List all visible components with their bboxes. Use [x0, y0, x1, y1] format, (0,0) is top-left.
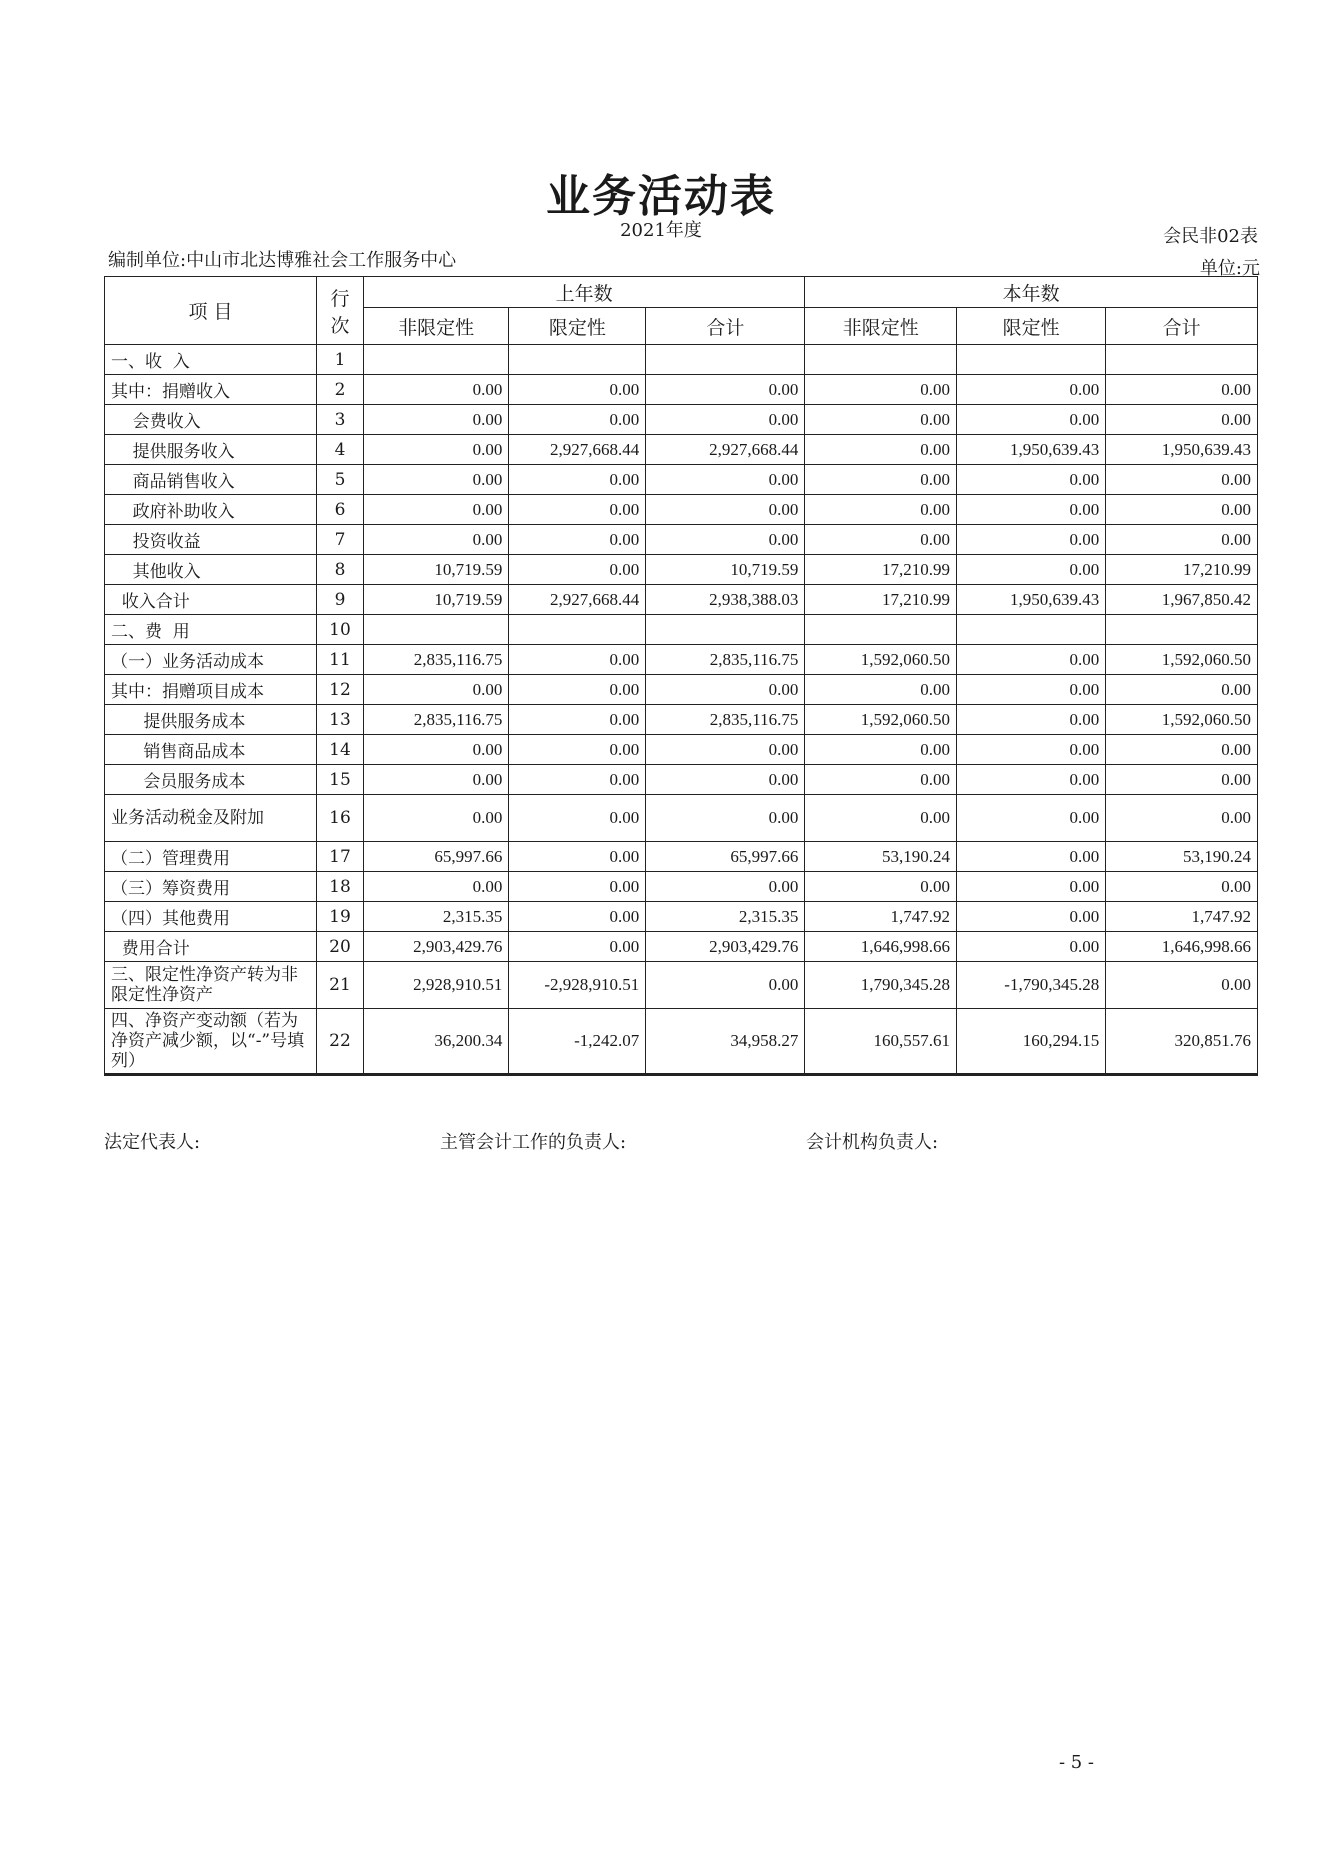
cell-prev-restricted: 0.00	[509, 705, 646, 735]
cell-curr-total: 53,190.24	[1106, 842, 1258, 872]
table-row	[105, 872, 1258, 902]
cell-prev-unrestricted: 0.00	[363, 872, 509, 902]
cell-prev-unrestricted: 2,315.35	[363, 902, 509, 932]
cell-prev-unrestricted: 10,719.59	[363, 585, 509, 615]
cell-curr-unrestricted	[805, 615, 957, 645]
cell-curr-total: 0.00	[1106, 795, 1258, 842]
cell-prev-unrestricted: 0.00	[363, 765, 509, 795]
cell-curr-restricted: 0.00	[957, 795, 1106, 842]
cell-prev-restricted: 0.00	[509, 842, 646, 872]
header-prev-restricted: 限定性	[509, 308, 646, 345]
cell-curr-total	[1106, 615, 1258, 645]
cell-curr-unrestricted: 17,210.99	[805, 555, 957, 585]
cell-curr-unrestricted: 0.00	[805, 465, 957, 495]
cell-prev-restricted: 0.00	[509, 495, 646, 525]
cell-curr-total: 0.00	[1106, 375, 1258, 405]
cell-prev-restricted: 0.00	[509, 555, 646, 585]
cell-prev-unrestricted: 10,719.59	[363, 555, 509, 585]
cell-curr-restricted: 0.00	[957, 765, 1106, 795]
cell-prev-unrestricted: 36,200.34	[363, 1009, 509, 1075]
table-row	[105, 1009, 1258, 1075]
row-item-label: 收入合计	[105, 585, 317, 615]
cell-curr-unrestricted: 0.00	[805, 735, 957, 765]
cell-prev-restricted: 2,927,668.44	[509, 435, 646, 465]
cell-prev-unrestricted	[363, 345, 509, 375]
table-row	[105, 932, 1258, 962]
cell-curr-unrestricted: 1,592,060.50	[805, 705, 957, 735]
table-row	[105, 405, 1258, 435]
cell-prev-total: 2,938,388.03	[646, 585, 805, 615]
cell-curr-total: 320,851.76	[1106, 1009, 1258, 1075]
table-row	[105, 345, 1258, 375]
cell-curr-total: 0.00	[1106, 465, 1258, 495]
cell-prev-total: 0.00	[646, 495, 805, 525]
row-item-label: （四）其他费用	[105, 902, 317, 932]
header-curr-restricted: 限定性	[957, 308, 1106, 345]
row-item-label: 其中：捐赠项目成本	[105, 675, 317, 705]
cell-prev-total: 2,835,116.75	[646, 705, 805, 735]
row-item-label: 一、收 入	[105, 345, 317, 375]
row-item-label: 商品销售收入	[105, 465, 317, 495]
cell-curr-unrestricted: 0.00	[805, 675, 957, 705]
cell-curr-total: 1,592,060.50	[1106, 645, 1258, 675]
cell-prev-unrestricted: 0.00	[363, 735, 509, 765]
table-row	[105, 842, 1258, 872]
cell-curr-total: 1,747.92	[1106, 902, 1258, 932]
report-period: 2021年度	[620, 220, 702, 241]
cell-prev-total: 10,719.59	[646, 555, 805, 585]
table-row	[105, 902, 1258, 932]
cell-curr-restricted	[957, 615, 1106, 645]
cell-prev-total: 2,315.35	[646, 902, 805, 932]
cell-prev-restricted: 0.00	[509, 872, 646, 902]
cell-prev-restricted: 0.00	[509, 405, 646, 435]
cell-prev-restricted: 2,927,668.44	[509, 585, 646, 615]
row-line-number: 21	[317, 962, 364, 1009]
cell-prev-unrestricted: 2,903,429.76	[363, 932, 509, 962]
row-item-label: 提供服务成本	[105, 705, 317, 735]
row-item-label: 会费收入	[105, 405, 317, 435]
cell-prev-total: 0.00	[646, 675, 805, 705]
cell-prev-unrestricted: 65,997.66	[363, 842, 509, 872]
table-row	[105, 615, 1258, 645]
cell-curr-unrestricted: 1,790,345.28	[805, 962, 957, 1009]
row-line-number: 12	[317, 675, 364, 705]
cell-curr-restricted: 0.00	[957, 405, 1106, 435]
cell-prev-total: 2,903,429.76	[646, 932, 805, 962]
row-line-number: 20	[317, 932, 364, 962]
cell-curr-unrestricted: 0.00	[805, 525, 957, 555]
cell-prev-restricted: 0.00	[509, 902, 646, 932]
row-item-label: 提供服务收入	[105, 435, 317, 465]
cell-curr-restricted: 1,950,639.43	[957, 585, 1106, 615]
row-line-number: 18	[317, 872, 364, 902]
row-line-number: 16	[317, 795, 364, 842]
cell-prev-restricted: 0.00	[509, 735, 646, 765]
row-line-number: 11	[317, 645, 364, 675]
cell-prev-restricted	[509, 615, 646, 645]
cell-curr-unrestricted: 1,592,060.50	[805, 645, 957, 675]
table-row	[105, 555, 1258, 585]
row-line-number: 5	[317, 465, 364, 495]
row-item-label: 销售商品成本	[105, 735, 317, 765]
table-row	[105, 525, 1258, 555]
reporting-organization: 编制单位:中山市北达博雅社会工作服务中心	[108, 250, 457, 271]
header-curr-year: 本年数	[805, 277, 1258, 308]
cell-curr-restricted: 0.00	[957, 705, 1106, 735]
activity-statement-table	[104, 276, 1258, 1076]
cell-curr-total: 1,967,850.42	[1106, 585, 1258, 615]
cell-curr-total: 0.00	[1106, 765, 1258, 795]
table-row	[105, 765, 1258, 795]
cell-prev-restricted	[509, 345, 646, 375]
cell-curr-restricted: 0.00	[957, 932, 1106, 962]
cell-curr-total: 0.00	[1106, 405, 1258, 435]
cell-prev-restricted: 0.00	[509, 675, 646, 705]
row-item-label: （二）管理费用	[105, 842, 317, 872]
document-title: 业务活动表	[546, 171, 776, 222]
row-line-number: 4	[317, 435, 364, 465]
cell-curr-unrestricted: 0.00	[805, 405, 957, 435]
cell-curr-restricted: 0.00	[957, 872, 1106, 902]
cell-prev-unrestricted: 0.00	[363, 795, 509, 842]
table-row	[105, 735, 1258, 765]
cell-curr-restricted	[957, 345, 1106, 375]
cell-prev-unrestricted	[363, 615, 509, 645]
cell-curr-restricted: 1,950,639.43	[957, 435, 1106, 465]
header-curr-total: 合计	[1106, 308, 1258, 345]
cell-curr-total: 17,210.99	[1106, 555, 1258, 585]
cell-prev-restricted: 0.00	[509, 375, 646, 405]
cell-curr-unrestricted: 0.00	[805, 872, 957, 902]
cell-curr-restricted: 0.00	[957, 645, 1106, 675]
table-row	[105, 962, 1258, 1009]
cell-prev-unrestricted: 0.00	[363, 405, 509, 435]
cell-curr-unrestricted	[805, 345, 957, 375]
cell-curr-restricted: 0.00	[957, 495, 1106, 525]
cell-prev-restricted: -2,928,910.51	[509, 962, 646, 1009]
cell-curr-unrestricted: 0.00	[805, 795, 957, 842]
cell-curr-restricted: 0.00	[957, 525, 1106, 555]
header-prev-total: 合计	[646, 308, 805, 345]
page-number: - 5 -	[1058, 1752, 1094, 1773]
cell-prev-total: 65,997.66	[646, 842, 805, 872]
row-line-number: 14	[317, 735, 364, 765]
cell-prev-unrestricted: 0.00	[363, 435, 509, 465]
row-line-number: 17	[317, 842, 364, 872]
cell-curr-unrestricted: 1,646,998.66	[805, 932, 957, 962]
cell-prev-total	[646, 615, 805, 645]
header-prev-unrestricted: 非限定性	[363, 308, 509, 345]
form-code: 会民非02表	[1163, 226, 1258, 247]
cell-prev-unrestricted: 0.00	[363, 675, 509, 705]
table-row	[105, 585, 1258, 615]
cell-prev-total: 0.00	[646, 405, 805, 435]
cell-curr-restricted: 0.00	[957, 465, 1106, 495]
table-row	[105, 705, 1258, 735]
cell-prev-restricted: 0.00	[509, 645, 646, 675]
cell-prev-unrestricted: 2,835,116.75	[363, 705, 509, 735]
cell-prev-total: 2,927,668.44	[646, 435, 805, 465]
cell-curr-unrestricted: 0.00	[805, 375, 957, 405]
row-item-label: （一）业务活动成本	[105, 645, 317, 675]
cell-curr-total: 1,592,060.50	[1106, 705, 1258, 735]
cell-prev-unrestricted: 2,928,910.51	[363, 962, 509, 1009]
header-line-no: 行次	[317, 277, 364, 345]
currency-unit: 单位:元	[1199, 258, 1260, 279]
cell-curr-unrestricted: 0.00	[805, 765, 957, 795]
cell-prev-total: 0.00	[646, 525, 805, 555]
row-item-label: 费用合计	[105, 932, 317, 962]
cell-curr-total: 1,950,639.43	[1106, 435, 1258, 465]
accounting-dept-head-signature: 会计机构负责人:	[806, 1132, 939, 1153]
cell-prev-unrestricted: 0.00	[363, 525, 509, 555]
cell-curr-total: 0.00	[1106, 495, 1258, 525]
cell-curr-unrestricted: 0.00	[805, 435, 957, 465]
cell-prev-unrestricted: 0.00	[363, 465, 509, 495]
cell-curr-total: 0.00	[1106, 525, 1258, 555]
cell-curr-total	[1106, 345, 1258, 375]
cell-curr-total: 0.00	[1106, 675, 1258, 705]
cell-prev-total: 0.00	[646, 795, 805, 842]
cell-prev-total: 34,958.27	[646, 1009, 805, 1075]
cell-curr-unrestricted: 53,190.24	[805, 842, 957, 872]
cell-curr-total: 0.00	[1106, 872, 1258, 902]
row-line-number: 6	[317, 495, 364, 525]
row-line-number: 9	[317, 585, 364, 615]
cell-curr-restricted: 0.00	[957, 902, 1106, 932]
row-line-number: 15	[317, 765, 364, 795]
row-line-number: 2	[317, 375, 364, 405]
cell-prev-unrestricted: 2,835,116.75	[363, 645, 509, 675]
cell-curr-total: 0.00	[1106, 735, 1258, 765]
cell-curr-unrestricted: 0.00	[805, 495, 957, 525]
legal-representative-signature: 法定代表人:	[104, 1132, 201, 1153]
cell-curr-total: 1,646,998.66	[1106, 932, 1258, 962]
row-item-label: 其他收入	[105, 555, 317, 585]
cell-curr-restricted: 0.00	[957, 675, 1106, 705]
row-item-label: 投资收益	[105, 525, 317, 555]
cell-curr-restricted: 0.00	[957, 375, 1106, 405]
row-item-label: 二、费 用	[105, 615, 317, 645]
cell-curr-total: 0.00	[1106, 962, 1258, 1009]
cell-prev-restricted: 0.00	[509, 932, 646, 962]
table-row	[105, 435, 1258, 465]
row-line-number: 7	[317, 525, 364, 555]
cell-curr-restricted: -1,790,345.28	[957, 962, 1106, 1009]
cell-prev-total: 0.00	[646, 375, 805, 405]
table-row	[105, 375, 1258, 405]
cell-prev-restricted: 0.00	[509, 525, 646, 555]
row-item-label: 政府补助收入	[105, 495, 317, 525]
table-row	[105, 795, 1258, 842]
accounting-head-signature: 主管会计工作的负责人:	[440, 1132, 627, 1153]
header-prev-year: 上年数	[363, 277, 804, 308]
cell-prev-total: 0.00	[646, 765, 805, 795]
cell-prev-total: 0.00	[646, 465, 805, 495]
cell-curr-restricted: 160,294.15	[957, 1009, 1106, 1075]
cell-curr-unrestricted: 160,557.61	[805, 1009, 957, 1075]
cell-prev-total: 0.00	[646, 962, 805, 1009]
row-line-number: 22	[317, 1009, 364, 1075]
table-row	[105, 645, 1258, 675]
row-line-number: 19	[317, 902, 364, 932]
row-item-label: 其中：捐赠收入	[105, 375, 317, 405]
cell-prev-restricted: 0.00	[509, 765, 646, 795]
row-line-number: 13	[317, 705, 364, 735]
cell-prev-total: 0.00	[646, 735, 805, 765]
cell-prev-total: 0.00	[646, 872, 805, 902]
cell-curr-restricted: 0.00	[957, 842, 1106, 872]
cell-prev-restricted: 0.00	[509, 795, 646, 842]
cell-prev-restricted: 0.00	[509, 465, 646, 495]
row-line-number: 1	[317, 345, 364, 375]
row-item-label: 会员服务成本	[105, 765, 317, 795]
cell-curr-unrestricted: 1,747.92	[805, 902, 957, 932]
cell-prev-total	[646, 345, 805, 375]
cell-curr-restricted: 0.00	[957, 735, 1106, 765]
header-item: 项 目	[105, 277, 317, 345]
row-line-number: 8	[317, 555, 364, 585]
table-row	[105, 465, 1258, 495]
table-header-row	[105, 277, 1258, 308]
cell-prev-restricted: -1,242.07	[509, 1009, 646, 1075]
cell-prev-total: 2,835,116.75	[646, 645, 805, 675]
row-line-number: 10	[317, 615, 364, 645]
cell-curr-unrestricted: 17,210.99	[805, 585, 957, 615]
table-row	[105, 675, 1258, 705]
row-item-label: （三）筹资费用	[105, 872, 317, 902]
row-item-label: 三、限定性净资产转为非限定性净资产	[105, 962, 317, 1009]
row-item-label: 业务活动税金及附加	[105, 795, 317, 842]
header-curr-unrestricted: 非限定性	[805, 308, 957, 345]
table-row	[105, 495, 1258, 525]
row-line-number: 3	[317, 405, 364, 435]
cell-prev-unrestricted: 0.00	[363, 495, 509, 525]
row-item-label: 四、净资产变动额（若为净资产减少额，以“-”号填列）	[105, 1009, 317, 1075]
cell-curr-restricted: 0.00	[957, 555, 1106, 585]
cell-prev-unrestricted: 0.00	[363, 375, 509, 405]
